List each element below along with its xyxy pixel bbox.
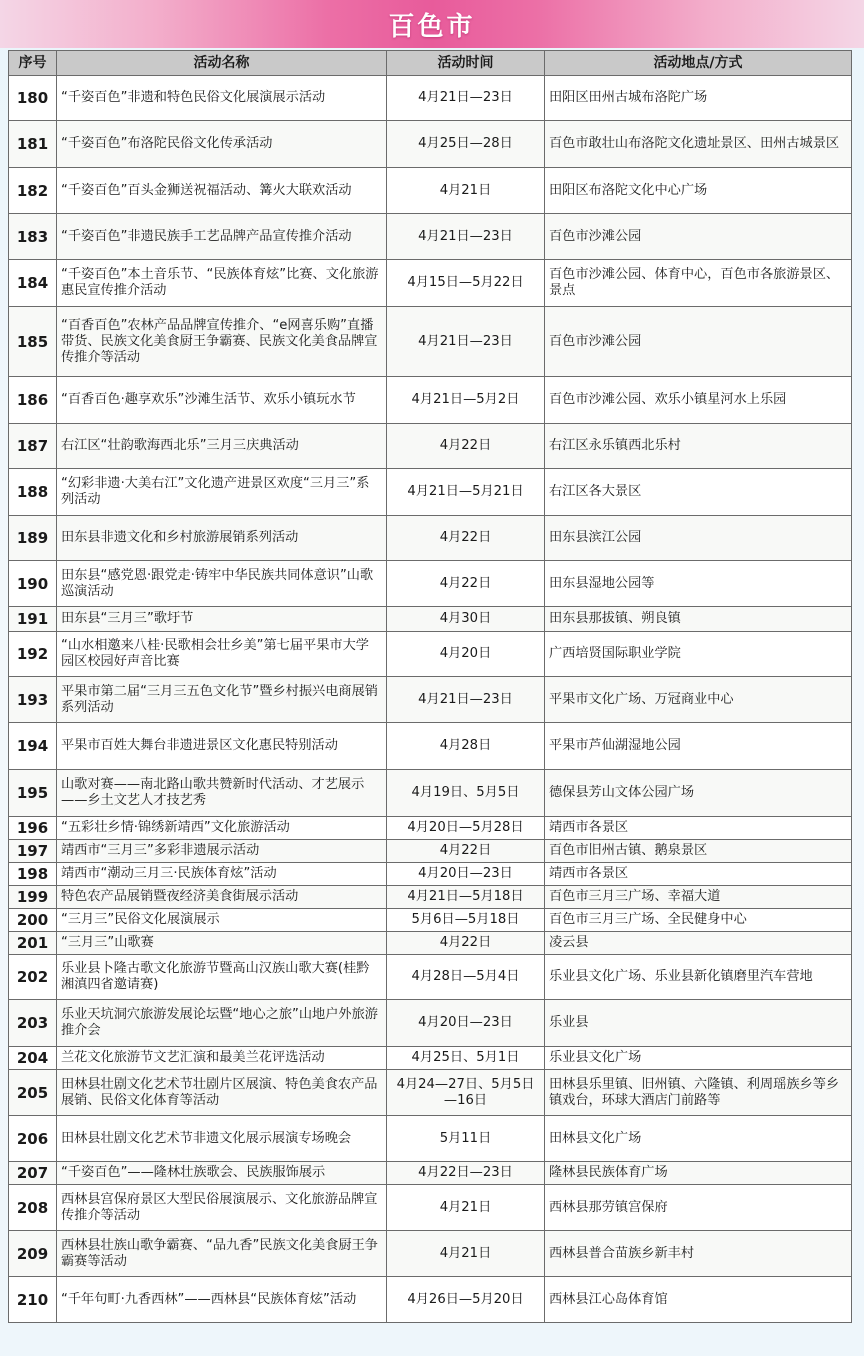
activity-name: 平果市第二届“三月三五色文化节”暨乡村振兴电商展销系列活动 — [57, 677, 387, 723]
activity-name: “千姿百色”本土音乐节、“民族体育炫”比赛、文化旅游惠民宣传推介活动 — [57, 260, 387, 307]
activity-place: 乐业县文化广场、乐业县新化镇磨里汽车营地 — [545, 955, 852, 1000]
activity-place: 隆林县民族体育广场 — [545, 1162, 852, 1185]
table-row — [9, 632, 852, 677]
table-row — [9, 1162, 852, 1185]
table-row — [9, 909, 852, 932]
activity-time: 4月21日—23日 — [387, 677, 545, 723]
table-row — [9, 932, 852, 955]
activity-time: 4月20日—23日 — [387, 863, 545, 886]
activity-time: 4月25日—28日 — [387, 121, 545, 168]
table-row — [9, 770, 852, 817]
activity-time: 4月25日、5月1日 — [387, 1047, 545, 1070]
activity-name: 西林县壮族山歌争霸赛、“品九香”民族文化美食厨王争霸赛等活动 — [57, 1231, 387, 1277]
activity-name: 田东县非遗文化和乡村旅游展销系列活动 — [57, 516, 387, 561]
table-row — [9, 168, 852, 214]
row-number: 201 — [9, 932, 57, 955]
activity-time: 4月24—27日、5月5日—16日 — [387, 1070, 545, 1116]
activity-time: 4月19日、5月5日 — [387, 770, 545, 817]
table-row — [9, 561, 852, 607]
row-number: 193 — [9, 677, 57, 723]
row-number: 206 — [9, 1116, 57, 1162]
activity-place: 靖西市各景区 — [545, 863, 852, 886]
activity-place: 平果市芦仙湖湿地公园 — [545, 723, 852, 770]
activity-time: 5月11日 — [387, 1116, 545, 1162]
activity-place: 百色市旧州古镇、鹅泉景区 — [545, 840, 852, 863]
activity-place: 西林县那劳镇宫保府 — [545, 1185, 852, 1231]
activity-place: 西林县普合苗族乡新丰村 — [545, 1231, 852, 1277]
activity-time: 4月21日—5月18日 — [387, 886, 545, 909]
activity-name: 靖西市“潮动三月三·民族体育炫”活动 — [57, 863, 387, 886]
row-number: 197 — [9, 840, 57, 863]
table-row — [9, 1231, 852, 1277]
activity-place: 田东县滨江公园 — [545, 516, 852, 561]
activity-name: “千姿百色”非遗民族手工艺品牌产品宣传推介活动 — [57, 214, 387, 260]
activity-name: 乐业天坑洞穴旅游发展论坛暨“地心之旅”山地户外旅游推介会 — [57, 1000, 387, 1047]
activity-name: “幻彩非遗·大美右江”文化遗产进景区欢度“三月三”系列活动 — [57, 469, 387, 516]
activity-name: 田东县“感党恩·跟党走·铸牢中华民族共同体意识”山歌巡演活动 — [57, 561, 387, 607]
row-number: 188 — [9, 469, 57, 516]
activity-place: 田东县那拔镇、朔良镇 — [545, 607, 852, 632]
activity-name: 平果市百姓大舞台非遗进景区文化惠民特别活动 — [57, 723, 387, 770]
activity-time: 4月15日—5月22日 — [387, 260, 545, 307]
row-number: 181 — [9, 121, 57, 168]
activity-place: 凌云县 — [545, 932, 852, 955]
row-number: 186 — [9, 377, 57, 424]
activity-place: 百色市沙滩公园、体育中心，百色市各旅游景区、景点 — [545, 260, 852, 307]
row-number: 208 — [9, 1185, 57, 1231]
activity-place: 百色市敢壮山布洛陀文化遗址景区、田州古城景区 — [545, 121, 852, 168]
table-row — [9, 1000, 852, 1047]
table-row — [9, 955, 852, 1000]
activity-name: “千姿百色”——隆林壮族歌会、民族服饰展示 — [57, 1162, 387, 1185]
table-row — [9, 424, 852, 469]
activity-place: 田东县湿地公园等 — [545, 561, 852, 607]
activity-time: 4月30日 — [387, 607, 545, 632]
row-number: 190 — [9, 561, 57, 607]
row-number: 191 — [9, 607, 57, 632]
row-number: 207 — [9, 1162, 57, 1185]
table-row — [9, 863, 852, 886]
activity-place: 百色市三月三广场、幸福大道 — [545, 886, 852, 909]
activity-time: 4月20日—23日 — [387, 1000, 545, 1047]
activity-time: 4月21日 — [387, 1185, 545, 1231]
table-row — [9, 1185, 852, 1231]
table-row — [9, 817, 852, 840]
table-row — [9, 886, 852, 909]
activity-name: “千姿百色”非遗和特色民俗文化展演展示活动 — [57, 76, 387, 121]
activity-time: 4月22日 — [387, 932, 545, 955]
table-row — [9, 76, 852, 121]
table-row — [9, 307, 852, 377]
table-row — [9, 607, 852, 632]
activity-place: 田林县文化广场 — [545, 1116, 852, 1162]
activity-name: 乐业县卜隆古歌文化旅游节暨高山汉族山歌大赛(桂黔湘滇四省邀请赛) — [57, 955, 387, 1000]
activity-name: “千姿百色”百头金狮送祝福活动、篝火大联欢活动 — [57, 168, 387, 214]
activity-place: 靖西市各景区 — [545, 817, 852, 840]
header-banner — [0, 0, 864, 48]
activity-place: 乐业县文化广场 — [545, 1047, 852, 1070]
activity-time: 4月21日 — [387, 1231, 545, 1277]
table-row — [9, 1047, 852, 1070]
activity-place: 德保县芳山文体公园广场 — [545, 770, 852, 817]
row-number: 199 — [9, 886, 57, 909]
activity-time: 4月22日—23日 — [387, 1162, 545, 1185]
activity-name: 西林县宫保府景区大型民俗展演展示、文化旅游品牌宣传推介等活动 — [57, 1185, 387, 1231]
row-number: 192 — [9, 632, 57, 677]
activity-place: 右江区永乐镇西北乐村 — [545, 424, 852, 469]
column-header-name: 活动名称 — [57, 51, 387, 76]
activity-name: “三月三”山歌赛 — [57, 932, 387, 955]
activity-place: 百色市沙滩公园 — [545, 307, 852, 377]
activity-time: 4月21日—23日 — [387, 76, 545, 121]
table-body — [9, 76, 852, 1323]
activity-time: 4月21日—5月21日 — [387, 469, 545, 516]
row-number: 194 — [9, 723, 57, 770]
table-row — [9, 377, 852, 424]
activity-name: “三月三”民俗文化展演展示 — [57, 909, 387, 932]
activity-place: 右江区各大景区 — [545, 469, 852, 516]
activity-time: 4月26日—5月20日 — [387, 1277, 545, 1323]
activity-place: 田林县乐里镇、旧州镇、六隆镇、利周瑶族乡等乡镇戏台，环球大酒店门前路等 — [545, 1070, 852, 1116]
table-header-row — [9, 51, 852, 76]
activity-place: 田阳区田州古城布洛陀广场 — [545, 76, 852, 121]
activity-name: 特色农产品展销暨夜经济美食街展示活动 — [57, 886, 387, 909]
activity-name: 靖西市“三月三”多彩非遗展示活动 — [57, 840, 387, 863]
activity-place: 百色市三月三广场、全民健身中心 — [545, 909, 852, 932]
row-number: 196 — [9, 817, 57, 840]
activity-time: 4月21日 — [387, 168, 545, 214]
activity-place: 广西培贤国际职业学院 — [545, 632, 852, 677]
row-number: 209 — [9, 1231, 57, 1277]
activity-time: 4月22日 — [387, 516, 545, 561]
activity-place: 乐业县 — [545, 1000, 852, 1047]
activity-name: “百香百色·趣享欢乐”沙滩生活节、欢乐小镇玩水节 — [57, 377, 387, 424]
column-header-no: 序号 — [9, 51, 57, 76]
row-number: 187 — [9, 424, 57, 469]
table-row — [9, 121, 852, 168]
activity-name: “五彩壮乡情·锦绣新靖西”文化旅游活动 — [57, 817, 387, 840]
column-header-place: 活动地点/方式 — [545, 51, 852, 76]
row-number: 182 — [9, 168, 57, 214]
row-number: 202 — [9, 955, 57, 1000]
activity-place: 田阳区布洛陀文化中心广场 — [545, 168, 852, 214]
activity-time: 4月22日 — [387, 840, 545, 863]
row-number: 189 — [9, 516, 57, 561]
row-number: 195 — [9, 770, 57, 817]
activity-name: 田东县“三月三”歌圩节 — [57, 607, 387, 632]
activity-place: 百色市沙滩公园 — [545, 214, 852, 260]
activity-time: 4月20日 — [387, 632, 545, 677]
activity-time: 4月22日 — [387, 424, 545, 469]
activity-time: 5月6日—5月18日 — [387, 909, 545, 932]
column-header-time: 活动时间 — [387, 51, 545, 76]
activity-time: 4月20日—5月28日 — [387, 817, 545, 840]
activity-name: “千姿百色”布洛陀民俗文化传承活动 — [57, 121, 387, 168]
table-row — [9, 723, 852, 770]
activity-table — [8, 50, 852, 1323]
table-row — [9, 1116, 852, 1162]
table-row — [9, 516, 852, 561]
activity-name: “千年句町·九香西林”——西林县“民族体育炫”活动 — [57, 1277, 387, 1323]
activity-place: 百色市沙滩公园、欢乐小镇星河水上乐园 — [545, 377, 852, 424]
activity-time: 4月21日—23日 — [387, 214, 545, 260]
activity-name: 兰花文化旅游节文艺汇演和最美兰花评选活动 — [57, 1047, 387, 1070]
activity-time: 4月28日—5月4日 — [387, 955, 545, 1000]
row-number: 184 — [9, 260, 57, 307]
activity-time: 4月21日—23日 — [387, 307, 545, 377]
table-row — [9, 677, 852, 723]
row-number: 210 — [9, 1277, 57, 1323]
activity-name: 右江区“壮韵歌海西北乐”三月三庆典活动 — [57, 424, 387, 469]
row-number: 205 — [9, 1070, 57, 1116]
table-row — [9, 260, 852, 307]
activity-name: 田林县壮剧文化艺术节非遗文化展示展演专场晚会 — [57, 1116, 387, 1162]
row-number: 198 — [9, 863, 57, 886]
row-number: 183 — [9, 214, 57, 260]
activity-place: 平果市文化广场、万冠商业中心 — [545, 677, 852, 723]
activity-time: 4月21日—5月2日 — [387, 377, 545, 424]
activity-place: 西林县江心岛体育馆 — [545, 1277, 852, 1323]
row-number: 185 — [9, 307, 57, 377]
row-number: 180 — [9, 76, 57, 121]
row-number: 204 — [9, 1047, 57, 1070]
activity-name: “山水相邀来八桂·民歌相会壮乡美”第七届平果市大学园区校园好声音比赛 — [57, 632, 387, 677]
table-row — [9, 214, 852, 260]
page-title: 百色市 — [388, 11, 476, 42]
activity-time: 4月28日 — [387, 723, 545, 770]
row-number: 203 — [9, 1000, 57, 1047]
table-row — [9, 1277, 852, 1323]
activity-name: 山歌对赛——南北路山歌共赞新时代活动、才艺展示——乡土文艺人才技艺秀 — [57, 770, 387, 817]
activity-time: 4月22日 — [387, 561, 545, 607]
activity-name: “百香百色”农林产品品牌宣传推介、“e网喜乐购”直播带货、民族文化美食厨王争霸赛、民族文化美食品牌宣传推介等活动 — [57, 307, 387, 377]
table-row — [9, 840, 852, 863]
table-row — [9, 469, 852, 516]
row-number: 200 — [9, 909, 57, 932]
activity-name: 田林县壮剧文化艺术节壮剧片区展演、特色美食农产品展销、民俗文化体育等活动 — [57, 1070, 387, 1116]
table-row — [9, 1070, 852, 1116]
